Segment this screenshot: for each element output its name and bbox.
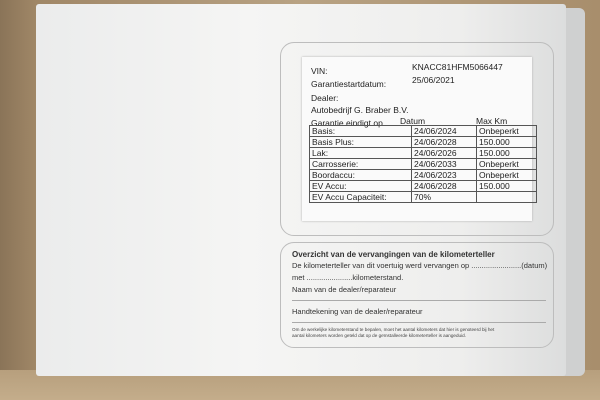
col-km: Max Km	[476, 116, 508, 126]
warranty-max-km: Onbeperkt	[477, 159, 537, 170]
warranty-max-km: 150.000	[477, 148, 537, 159]
col-date: Datum	[400, 116, 426, 126]
table-row	[310, 137, 537, 148]
warranty-type: Lak:	[310, 148, 412, 159]
warranty-date: 24/06/2024	[412, 126, 477, 137]
table-row	[310, 181, 537, 192]
table-row	[310, 192, 537, 203]
table-row	[310, 148, 537, 159]
footnote-line1: Om de werkelijke kilometerstand te bepalen, moet het aantal kilometers dat hier is genoteerd bij het	[292, 327, 495, 332]
warranty-date: 24/06/2028	[412, 137, 477, 148]
warranty-date: 24/06/2028	[412, 181, 477, 192]
warranty-max-km: Onbeperkt	[477, 126, 537, 137]
footnote-line2: aantal kilometers worden geteld dat op de geïnstalleerde kilometerteller is aangeduid.	[292, 333, 466, 338]
warranty-date: 24/06/2033	[412, 159, 477, 170]
warranty-max-km: Onbeperkt	[477, 170, 537, 181]
warranty-type: EV Accu:	[310, 181, 412, 192]
divider	[292, 322, 546, 323]
start-value: 25/06/2021	[412, 75, 455, 85]
warranty-max-km	[477, 192, 537, 203]
odometer-title: Overzicht van de vervangingen van de kilometerteller	[292, 250, 495, 259]
col-type: Garantie eindigt op	[311, 118, 383, 128]
dealer-value: Autobedrijf G. Braber B.V.	[311, 105, 409, 115]
warranty-date: 70%	[412, 192, 477, 203]
table-row	[310, 159, 537, 170]
table-row	[310, 170, 537, 181]
dealer-name-field: Naam van de dealer/reparateur	[292, 285, 397, 294]
dealer-label: Dealer:	[311, 93, 339, 103]
start-label: Garantiestartdatum:	[311, 79, 387, 89]
divider	[292, 300, 546, 301]
table-row	[310, 126, 537, 137]
warranty-max-km: 150.000	[477, 137, 537, 148]
warranty-date: 24/06/2023	[412, 170, 477, 181]
warranty-type: EV Accu Capaciteit:	[310, 192, 412, 203]
warranty-table	[309, 125, 537, 203]
odometer-line2: met ......................kilometerstand.	[292, 273, 404, 282]
vin-value: KNACC81HFM5066447	[412, 62, 503, 72]
warranty-date: 24/06/2026	[412, 148, 477, 159]
warranty-type: Basis:	[310, 126, 412, 137]
vin-label: VIN:	[311, 66, 328, 76]
warranty-type: Boordaccu:	[310, 170, 412, 181]
warranty-type: Carrosserie:	[310, 159, 412, 170]
warranty-type: Basis Plus:	[310, 137, 412, 148]
warranty-max-km: 150.000	[477, 181, 537, 192]
signature-field: Handtekening van de dealer/reparateur	[292, 307, 423, 316]
odometer-line1: De kilometerteller van dit voertuig werd vervangen op ........................(datum)	[292, 261, 548, 270]
